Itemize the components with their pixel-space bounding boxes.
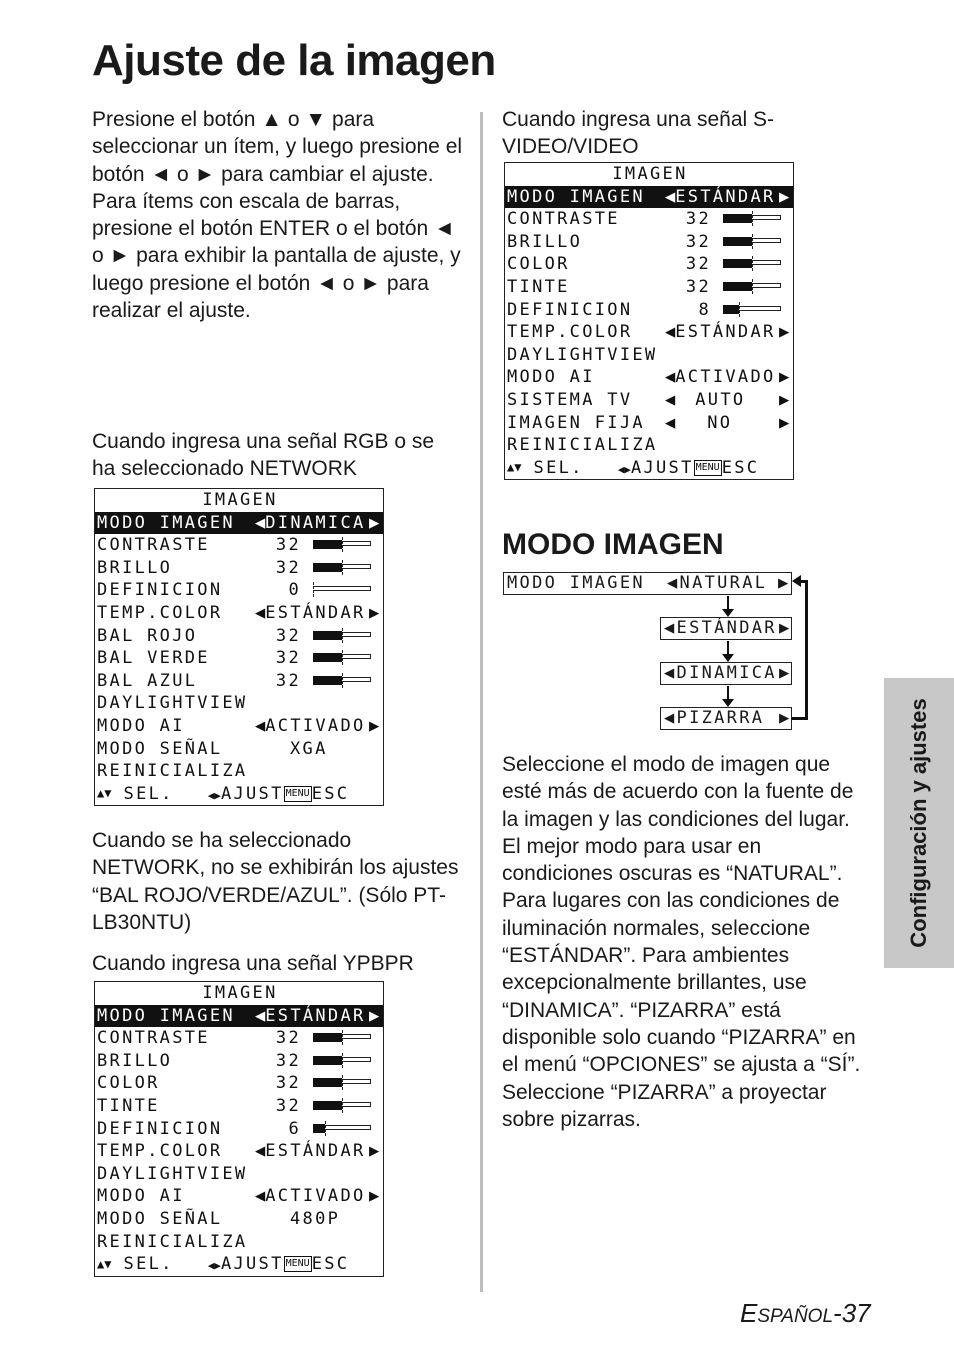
osd-row-number: 6 <box>288 1118 301 1139</box>
left-arrow-icon: ◀ <box>255 1186 266 1207</box>
osd-menu-row <box>95 1208 383 1231</box>
osd-footer-ajust: AJUST <box>630 457 694 478</box>
osd-row-label: REINICIALIZA <box>97 761 248 782</box>
rgb-osd-menu <box>94 488 384 806</box>
right-arrow-icon: ▶ <box>779 186 790 207</box>
left-arrow-icon <box>792 575 801 587</box>
osd-row-label: DEFINICION <box>97 1118 223 1139</box>
menu-icon: MENU <box>284 1256 312 1272</box>
osd-level-bar <box>723 237 781 246</box>
osd-row-label: DAYLIGHTVIEW <box>97 693 248 714</box>
modo-cycle-opt-3: PIZARRA <box>676 708 765 728</box>
osd-row-value <box>665 389 790 412</box>
osd-menu-row <box>505 276 793 299</box>
osd-row-number: 32 <box>275 648 301 669</box>
footer-lang-rest: SPAÑOL <box>757 1306 834 1327</box>
osd-row-value-text: AUTO <box>695 389 746 410</box>
network-note: Cuando se ha seleccionado NETWORK, no se exhibirán los ajustes “BAL ROJO/VERDE/AZUL”. (Sólo PT-LB30NTU) <box>92 829 459 934</box>
osd-bar-center-tick <box>342 1030 344 1045</box>
osd-bar-center-tick <box>752 234 754 249</box>
osd-row-label: MODO IMAGEN <box>507 186 645 207</box>
osd-row-value <box>255 1005 380 1028</box>
osd-row-label: BRILLO <box>97 557 173 578</box>
osd-menu-row <box>95 534 383 557</box>
osd-menu-title: IMAGEN <box>202 983 278 1003</box>
osd-bar-fill <box>313 1033 342 1042</box>
left-right-icon: ◀▶ <box>617 462 631 476</box>
right-arrow-icon: ▶ <box>779 663 792 683</box>
osd-menu-row <box>505 186 793 209</box>
osd-row-label: MODO IMAGEN <box>97 1005 235 1026</box>
osd-menu-row <box>95 1072 383 1095</box>
up-down-icon: ▲▼ <box>97 1256 112 1271</box>
osd-menu-footer <box>95 1253 383 1276</box>
osd-menu-row <box>95 579 383 602</box>
osd-bar-center-tick <box>342 673 344 688</box>
osd-row-value <box>255 1140 380 1163</box>
osd-bar-fill <box>723 214 752 223</box>
osd-footer-ajust: AJUST <box>220 1254 284 1275</box>
ypbpr-caption-text: Cuando ingresa una señal YPBPR <box>92 952 414 975</box>
down-arrow-icon <box>727 686 729 701</box>
osd-row-value <box>665 321 790 344</box>
osd-row-label: MODO AI <box>97 715 185 736</box>
osd-level-bar <box>313 631 371 640</box>
osd-row-label: BAL AZUL <box>97 670 198 691</box>
modo-cycle-opt-0: ◀NATURAL <box>667 573 768 593</box>
osd-row-value-text: ESTÁNDAR <box>675 186 776 207</box>
down-arrow-icon <box>727 596 729 611</box>
section-side-tab <box>884 678 954 968</box>
osd-menu-row <box>505 253 793 276</box>
osd-row-value-text: XGA <box>290 738 328 759</box>
osd-menu-row <box>95 625 383 648</box>
osd-bar-center-tick <box>752 211 754 226</box>
left-arrow-icon: ◀ <box>664 618 677 638</box>
osd-row-label: MODO AI <box>97 1186 185 1207</box>
osd-row-value <box>255 512 380 535</box>
osd-row-value <box>665 412 790 435</box>
modo-cycle-opt-2: DINAMICA <box>676 663 777 683</box>
osd-row-value <box>665 186 790 209</box>
osd-row-value <box>255 715 380 738</box>
modo-cycle-label: MODO IMAGEN <box>507 573 645 593</box>
osd-level-bar <box>313 1056 371 1065</box>
right-arrow-icon: ▶ <box>369 1005 380 1026</box>
osd-bar-center-tick <box>342 628 344 643</box>
osd-row-value-text: ACTIVADO <box>265 1186 366 1207</box>
osd-bar-fill <box>313 563 342 572</box>
osd-level-bar <box>313 1101 371 1110</box>
osd-row-label: BRILLO <box>97 1050 173 1071</box>
osd-row-label: MODO AI <box>507 367 595 388</box>
osd-row-label: MODO IMAGEN <box>97 512 235 533</box>
osd-bar-center-tick <box>313 582 315 597</box>
right-arrow-icon: ▶ <box>779 367 790 388</box>
up-down-icon: ▲▼ <box>97 786 112 801</box>
return-line <box>800 580 808 583</box>
return-line <box>805 582 808 720</box>
osd-row-value-text: ESTÁNDAR <box>265 1005 366 1026</box>
osd-row-label: DAYLIGHTVIEW <box>97 1163 248 1184</box>
osd-bar-center-tick <box>342 560 344 575</box>
osd-menu-row <box>95 1118 383 1141</box>
osd-footer-ajust: AJUST <box>220 783 284 804</box>
modo-paragraph-1: Seleccione el modo de imagen que esté más de acuerdo con la fuente de la imagen y las condiciones del lugar. <box>502 753 854 831</box>
osd-menu-row <box>505 208 793 231</box>
osd-row-value-text: ESTÁNDAR <box>265 1141 366 1162</box>
osd-menu-footer <box>505 457 793 480</box>
osd-menu-row <box>95 557 383 580</box>
osd-row-label: COLOR <box>507 254 570 275</box>
modo-imagen-heading: MODO IMAGEN <box>502 528 724 561</box>
osd-menu-row <box>505 434 793 457</box>
column-divider <box>480 112 483 1292</box>
menu-icon: MENU <box>284 786 312 802</box>
osd-bar-center-tick <box>325 1121 327 1136</box>
osd-row-label: IMAGEN FIJA <box>507 412 645 433</box>
right-arrow-icon: ▶ <box>369 1141 380 1162</box>
osd-row-label: COLOR <box>97 1073 160 1094</box>
osd-row-value-text: ESTÁNDAR <box>675 322 776 343</box>
left-right-icon: ◀▶ <box>207 1259 221 1273</box>
osd-bar-center-tick <box>342 1053 344 1068</box>
osd-row-number: 32 <box>275 670 301 691</box>
osd-menu-row <box>505 389 793 412</box>
osd-row-value <box>665 366 790 389</box>
osd-row-label: BAL ROJO <box>97 625 198 646</box>
modo-description <box>502 751 874 1133</box>
osd-level-bar <box>313 676 371 685</box>
osd-menu-row <box>505 344 793 367</box>
osd-level-bar <box>313 585 371 594</box>
osd-menu-row <box>95 1185 383 1208</box>
osd-row-number: 32 <box>685 231 711 252</box>
osd-bar-fill <box>313 540 342 549</box>
right-arrow-icon: ▶ <box>369 512 380 533</box>
osd-row-number: 32 <box>275 535 301 556</box>
osd-row-label: DEFINICION <box>97 580 223 601</box>
osd-row-number: 32 <box>275 1050 301 1071</box>
osd-bar-track <box>313 586 371 591</box>
osd-row-number: 8 <box>698 299 711 320</box>
page-footer <box>740 1298 871 1329</box>
footer-page-number: -37 <box>833 1298 871 1328</box>
osd-level-bar <box>723 282 781 291</box>
osd-row-label: CONTRASTE <box>97 1028 210 1049</box>
osd-menu-row <box>95 1095 383 1118</box>
osd-row-label: TEMP.COLOR <box>507 322 633 343</box>
left-arrow-icon: ◀ <box>665 412 676 433</box>
left-arrow-icon: ◀ <box>255 1005 266 1026</box>
osd-row-number: 32 <box>275 625 301 646</box>
osd-row-label: CONTRASTE <box>507 209 620 230</box>
up-down-icon: ▲▼ <box>507 460 522 475</box>
osd-bar-fill <box>313 653 342 662</box>
intro-paragraph-1: Presione el botón ▲ o ▼ para seleccionar un ítem, y luego presione el botón ◄ o ► para cambiar el ajuste. <box>92 108 463 186</box>
osd-bar-fill <box>313 676 342 685</box>
modo-cycle-opt-2-box <box>660 662 792 685</box>
osd-row-label: TINTE <box>97 1095 160 1116</box>
osd-row-number: 32 <box>275 1073 301 1094</box>
osd-level-bar <box>313 1124 371 1133</box>
osd-row-value-text: 480P <box>290 1208 341 1229</box>
left-arrow-icon: ◀ <box>255 602 266 623</box>
right-arrow-icon: ▶ <box>779 389 790 410</box>
osd-menu-title: IMAGEN <box>202 490 278 510</box>
osd-footer-esc: ESC <box>311 1254 350 1275</box>
svideo-caption: Cuando ingresa una señal S-VIDEO/VIDEO <box>502 108 775 159</box>
osd-menu-row <box>95 715 383 738</box>
menu-icon: MENU <box>694 460 722 476</box>
osd-menu-row <box>95 602 383 625</box>
osd-menu-row <box>95 1005 383 1028</box>
left-arrow-icon: ◀ <box>664 708 677 728</box>
left-arrow-icon: ◀ <box>665 322 676 343</box>
osd-row-value <box>255 1185 380 1208</box>
intro-text <box>92 106 467 324</box>
left-arrow-icon: ◀ <box>255 715 266 736</box>
modo-cycle-opt-3-box <box>660 707 792 730</box>
left-arrow-icon: ◀ <box>665 389 676 410</box>
right-arrow-icon: ▶ <box>779 412 790 433</box>
osd-row-label: TINTE <box>507 276 570 297</box>
left-arrow-icon: ◀ <box>255 512 266 533</box>
right-arrow-icon: ▶ <box>779 708 792 728</box>
ypbpr-osd-menu <box>94 981 384 1277</box>
svideo-osd-menu <box>504 162 794 480</box>
right-arrow-icon: ▶ <box>779 618 792 638</box>
right-arrow-icon: ▶ <box>369 602 380 623</box>
osd-footer-sel: SEL. <box>111 783 174 804</box>
osd-menu-row <box>95 1231 383 1254</box>
osd-menu-row <box>95 760 383 783</box>
osd-menu-row <box>95 647 383 670</box>
osd-footer-sel: SEL. <box>521 457 584 478</box>
osd-menu-row <box>95 692 383 715</box>
footer-lang-initial: E <box>740 1298 758 1328</box>
osd-menu-row <box>505 366 793 389</box>
osd-bar-center-tick <box>342 1098 344 1113</box>
osd-menu-row <box>95 512 383 535</box>
osd-menu-row <box>95 1140 383 1163</box>
left-right-icon: ◀▶ <box>207 788 221 802</box>
osd-menu-row <box>95 1163 383 1186</box>
osd-row-number: 32 <box>275 1028 301 1049</box>
osd-row-label: TEMP.COLOR <box>97 1141 223 1162</box>
osd-bar-center-tick <box>342 650 344 665</box>
osd-footer-esc: ESC <box>311 783 350 804</box>
down-arrow-icon <box>727 641 729 656</box>
osd-row-label: MODO SEÑAL <box>97 1208 223 1229</box>
osd-row-number: 32 <box>685 209 711 230</box>
page-title: Ajuste de la imagen <box>92 36 496 85</box>
osd-row-number: 32 <box>685 276 711 297</box>
osd-level-bar <box>313 563 371 572</box>
osd-menu-row <box>95 738 383 761</box>
osd-row-value-text: ACTIVADO <box>265 715 366 736</box>
osd-level-bar <box>723 259 781 268</box>
osd-menu-footer <box>95 783 383 806</box>
osd-bar-fill <box>723 237 752 246</box>
left-arrow-icon: ◀ <box>665 186 676 207</box>
osd-bar-fill <box>723 282 752 291</box>
osd-bar-fill <box>723 259 752 268</box>
osd-bar-fill <box>313 1124 325 1133</box>
osd-bar-center-tick <box>342 1075 344 1090</box>
osd-row-number: 32 <box>275 1095 301 1116</box>
right-arrow-icon: ▶ <box>778 573 791 593</box>
side-tab-label: Configuración y ajustes <box>906 698 931 948</box>
osd-level-bar <box>313 1078 371 1087</box>
left-arrow-icon: ◀ <box>664 663 677 683</box>
osd-menu-row <box>95 670 383 693</box>
osd-level-bar <box>313 540 371 549</box>
osd-row-label: CONTRASTE <box>97 535 210 556</box>
osd-row-label: REINICIALIZA <box>97 1231 248 1252</box>
osd-row-value-text: ESTÁNDAR <box>265 602 366 623</box>
osd-bar-center-tick <box>752 256 754 271</box>
osd-row-label: DEFINICION <box>507 299 633 320</box>
osd-menu-row <box>95 1027 383 1050</box>
osd-footer-sel: SEL. <box>111 1254 174 1275</box>
osd-row-label: DAYLIGHTVIEW <box>507 344 658 365</box>
osd-row-number: 0 <box>288 580 301 601</box>
osd-level-bar <box>723 214 781 223</box>
osd-menu-row <box>505 231 793 254</box>
osd-row-label: BAL VERDE <box>97 648 210 669</box>
osd-row-value-text: DINAMICA <box>265 512 366 533</box>
osd-bar-fill <box>313 1056 342 1065</box>
modo-cycle-opt-1-box <box>660 617 792 640</box>
osd-row-label: REINICIALIZA <box>507 435 658 456</box>
osd-bar-fill <box>313 631 342 640</box>
osd-row-label: TEMP.COLOR <box>97 602 223 623</box>
osd-menu-row <box>505 412 793 435</box>
modo-cycle-opt-1: ESTÁNDAR <box>676 618 777 638</box>
osd-row-value-text: NO <box>707 412 733 433</box>
osd-row-label: SISTEMA TV <box>507 389 633 410</box>
osd-menu-row <box>95 1050 383 1073</box>
osd-level-bar <box>313 1033 371 1042</box>
rgb-caption: Cuando ingresa una señal RGB o se ha seleccionado NETWORK <box>92 430 435 481</box>
osd-row-value <box>255 602 380 625</box>
osd-bar-fill <box>313 1101 342 1110</box>
osd-bar-fill <box>723 305 739 314</box>
modo-cycle-main-box <box>503 572 792 595</box>
osd-level-bar <box>313 653 371 662</box>
osd-menu-title: IMAGEN <box>612 164 688 184</box>
left-arrow-icon: ◀ <box>255 1141 266 1162</box>
osd-bar-fill <box>313 1078 342 1087</box>
osd-row-label: BRILLO <box>507 231 583 252</box>
osd-menu-row <box>505 321 793 344</box>
osd-row-number: 32 <box>685 254 711 275</box>
intro-paragraph-2: Para ítems con escala de barras, presione el botón ENTER o el botón ◄ o ► para exhibir la pantalla de ajuste, y luego presione el botón ◄ o ► para realizar el ajuste. <box>92 189 461 323</box>
right-arrow-icon: ▶ <box>779 322 790 343</box>
osd-row-label: MODO SEÑAL <box>97 738 223 759</box>
ypbpr-caption <box>92 950 467 977</box>
osd-row-value-text: ACTIVADO <box>675 367 776 388</box>
osd-level-bar <box>723 305 781 314</box>
right-arrow-icon: ▶ <box>369 715 380 736</box>
left-arrow-icon: ◀ <box>665 367 676 388</box>
osd-row-number: 32 <box>275 557 301 578</box>
osd-menu-row <box>505 299 793 322</box>
osd-bar-center-tick <box>739 302 741 317</box>
osd-bar-center-tick <box>752 279 754 294</box>
modo-paragraph-2: El mejor modo para usar en condiciones oscuras es “NATURAL”. Para lugares con las condiciones de iluminación normales, seleccione “ESTÁNDAR”. Para ambientes excepcionalmente brillantes, use “DINAMICA”. “PIZARRA” está disponible solo cuando “PIZARRA” en el menú “OPCIONES” se ajusta a “SÍ”. Seleccione “PIZARRA” a proyectar sobre pizarras. <box>502 834 861 1131</box>
osd-footer-esc: ESC <box>721 457 760 478</box>
osd-bar-center-tick <box>342 537 344 552</box>
right-arrow-icon: ▶ <box>369 1186 380 1207</box>
